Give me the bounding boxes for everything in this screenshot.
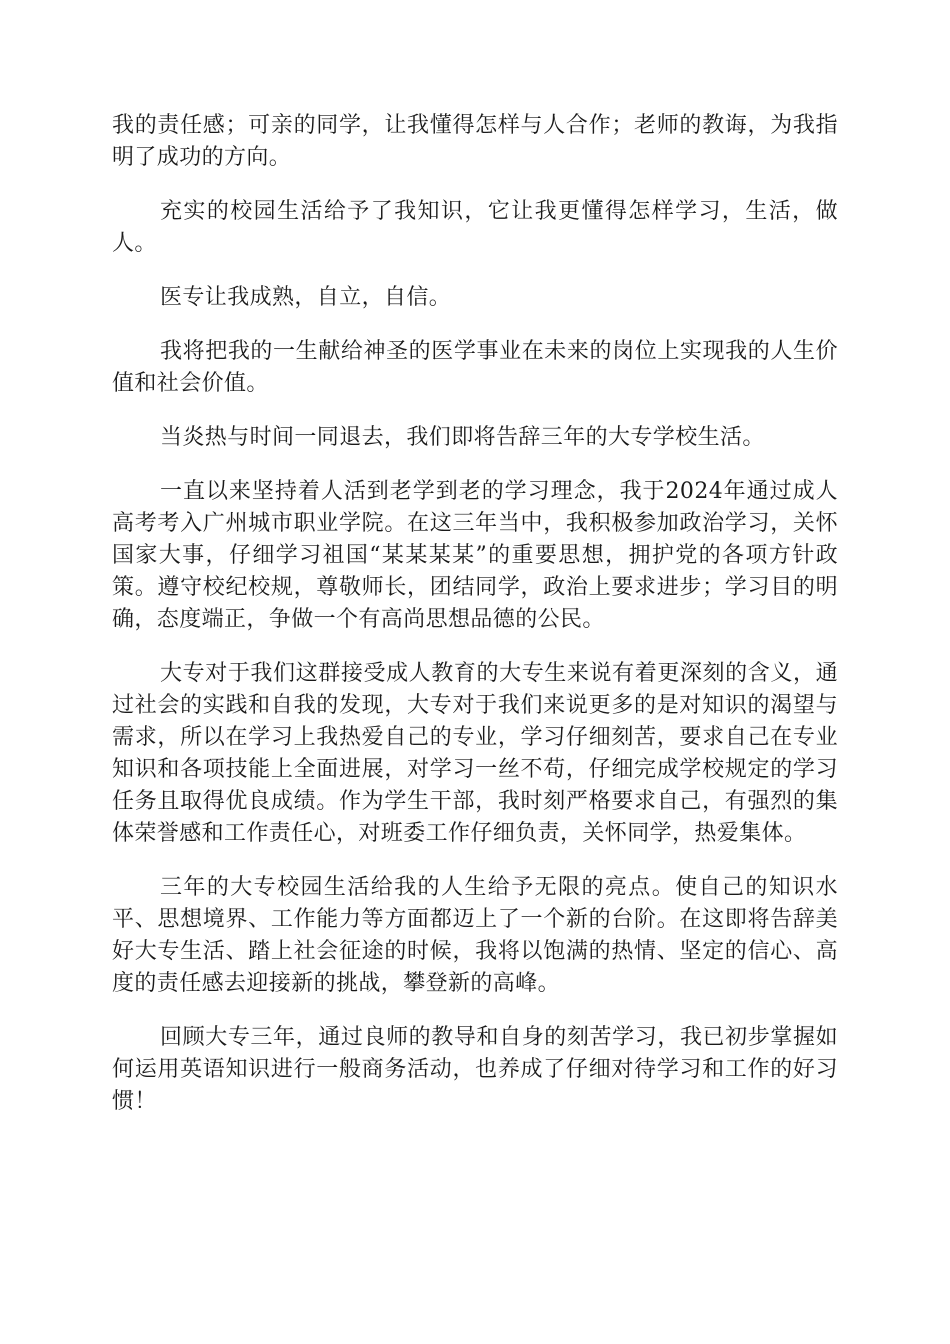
paragraph: 我的责任感；可亲的同学，让我懂得怎样与人合作；老师的教诲，为我指明了成功的方向。 [112, 113, 838, 170]
paragraph: 三年的大专校园生活给我的人生给予无限的亮点。使自己的知识水平、思想境界、工作能力等方面都迈上了一个新的台阶。在这即将告辞美好大专生活、踏上社会征途的时候，我将以饱满的热情、坚定的信心、高度的责任感去迎接新的挑战，攀登新的高峰。 [112, 875, 838, 996]
paragraph: 医专让我成熟，自立，自信。 [160, 285, 452, 310]
paragraph: 当炎热与时间一同退去，我们即将告辞三年的大专学校生活。 [160, 425, 765, 450]
paragraph: 我将把我的一生献给神圣的医学事业在未来的岗位上实现我的人生价值和社会价值。 [112, 339, 838, 396]
paragraph: 一直以来坚持着人活到老学到老的学习理念，我于2024年通过成人高考考入广州城市职业学院。在这三年当中，我积极参加政治学习，关怀国家大事，仔细学习祖国“某某某某”的重要思想，拥护党的各项方针政策。遵守校纪校规，尊敬师长，团结同学，政治上要求进步；学习目的明确，态度端正，争做一个有高尚思想品德的公民。 [112, 479, 838, 632]
paragraph: 充实的校园生活给予了我知识，它让我更懂得怎样学习，生活，做人。 [112, 199, 838, 256]
paragraph: 大专对于我们这群接受成人教育的大专生来说有着更深刻的含义，通过社会的实践和自我的发现，大专对于我们来说更多的是对知识的渴望与需求，所以在学习上我热爱自己的专业，学习仔细刻苦，要求自己在专业知识和各项技能上全面进展，对学习一丝不苟，仔细完成学校规定的学习任务且取得优良成绩。作为学生干部，我时刻严格要求自己，有强烈的集体荣誉感和工作责任心，对班委工作仔细负责，关怀同学，热爱集体。 [112, 661, 838, 846]
document-body [112, 110, 838, 1140]
paragraph: 回顾大专三年，通过良师的教导和自身的刻苦学习，我已初步掌握如何运用英语知识进行一般商务活动，也养成了仔细对待学习和工作的好习惯！ [112, 1025, 838, 1114]
